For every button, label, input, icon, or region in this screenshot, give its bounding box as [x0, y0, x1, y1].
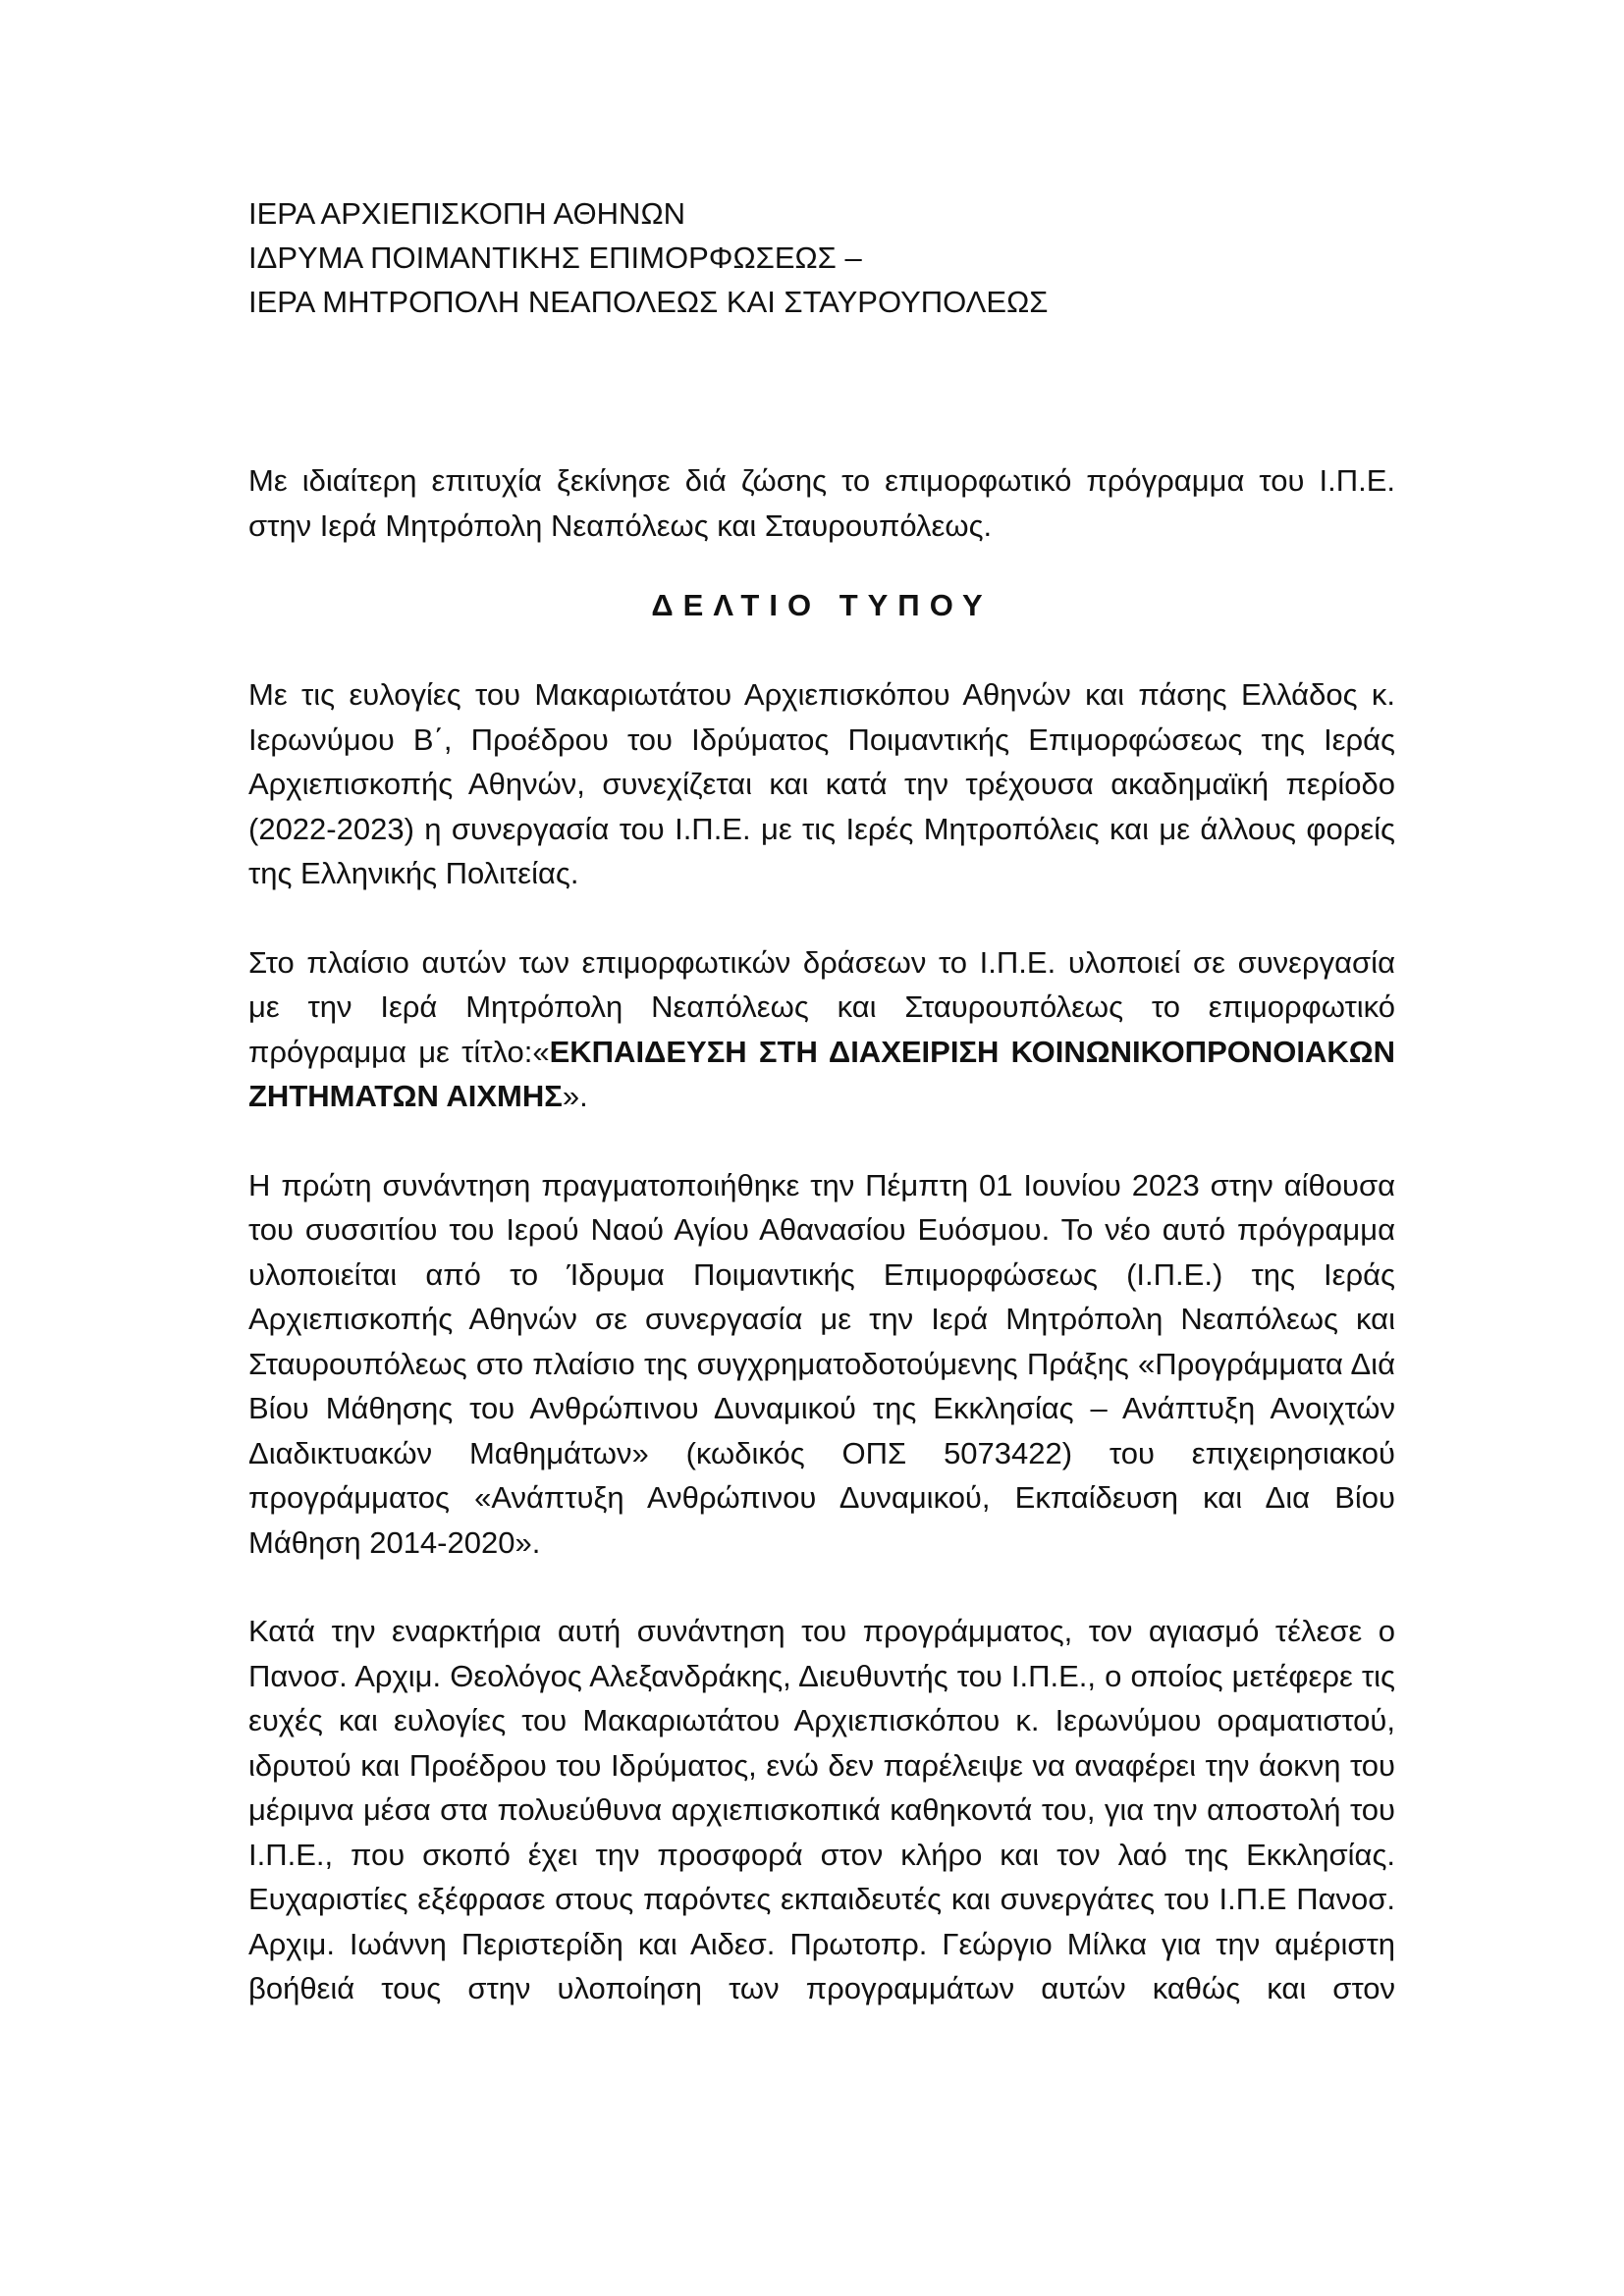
letterhead-line-foundation: ΙΔΡΥΜΑ ΠΟΙΜΑΝΤΙΚΗΣ ΕΠΙΜΟΡΦΩΣΕΩΣ –	[248, 240, 862, 275]
letterhead-line-archdiocese: ΙΕΡΑ ΑΡΧΙΕΠΙΣΚΟΠΗ ΑΘΗΝΩΝ	[248, 196, 686, 231]
paragraph-blessings: Με τις ευλογίες του Μακαριωτάτου Αρχιεπισκόπου Αθηνών και πάσης Ελλάδος κ. Ιερωνύμου Β΄, Προέδρου του Ιδρύματος Ποιμαντικής Επιμορφώσεως της Ιεράς Αρχιεπισκοπής Αθηνών, συνεχίζεται και κατά την τρέχουσα ακαδημαϊκή περίοδο (2022-2023) η συνεργασία του Ι.Π.Ε. με τις Ιερές Μητροπόλεις και με άλλους φορείς της Ελληνικής Πολιτείας.	[248, 677, 1395, 890]
letterhead-line-metropolis: ΙΕΡΑ ΜΗΤΡΟΠΟΛΗ ΝΕΑΠΟΛΕΩΣ ΚΑΙ ΣΤΑΥΡΟΥΠΟΛΕΩΣ	[248, 285, 1049, 319]
paragraph-first-meeting: Η πρώτη συνάντηση πραγματοποιήθηκε την Πέμπτη 01 Ιουνίου 2023 στην αίθουσα του συσσιτίου του Ιερού Ναού Αγίου Αθανασίου Ευόσμου. Το νέο αυτό πρόγραμμα υλοποιείται από το Ίδρυμα Ποιμαντικής Επιμορφώσεως (Ι.Π.Ε.) της Ιεράς Αρχιεπισκοπής Αθηνών σε συνεργασία με την Ιερά Μητρόπολη Νεαπόλεως και Σταυρουπόλεως στο πλαίσιο της συγχρηματοδοτούμενης Πράξης «Προγράμματα Διά Βίου Μάθησης του Ανθρώπινου Δυναμικού της Εκκλησίας – Ανάπτυξη Ανοιχτών Διαδικτυακών Μαθημάτων» (κωδικός ΟΠΣ 5073422) του επιχειρησιακού προγράμματος «Ανάπτυξη Ανθρώπινου Δυναμικού, Εκπαίδευση και Δια Βίου Μάθηση 2014-2020».	[248, 1167, 1395, 1560]
paragraph-opening-ceremony: Κατά την εναρκτήρια αυτή συνάντηση του προγράμματος, τον αγιασμό τέλεσε ο Πανοσ. Αρχιμ. Θεολόγος Αλεξανδράκης, Διευθυντής του Ι.Π.Ε., ο οποίος μετέφερε τις ευχές και ευλογίες του Μακαριωτάτου Αρχιεπισκόπου κ. Ιερωνύμου οραματιστού, ιδρυτού και Προέδρου του Ιδρύματος, ενώ δεν παρέλειψε να αναφέρει την άοκνη του μέριμνα μέσα στα πολυεύθυνα αρχιεπισκοπικά καθηκοντά του, για την αποστολή του Ι.Π.Ε., που σκοπό έχει την προσφορά στον κλήρο και τον λαό της Εκκλησίας. Ευχαριστίες εξέφρασε στους παρόντες εκπαιδευτές και συνεργάτες του Ι.Π.Ε Πανοσ. Αρχιμ. Ιωάννη Περιστερίδη και Αιδεσ. Πρωτοπρ. Γεώργιο Μίλκα για την αμέριστη βοήθειά τους στην υλοποίηση των προγραμμάτων αυτών καθώς και στον	[248, 1614, 1395, 2005]
program-title-bold: ΕΚΠΑΙΔΕΥΣΗ ΣΤΗ ΔΙΑΧΕΙΡΙΣΗ ΚΟΙΝΩΝΙΚΟΠΡΟΝΟΙΑΚΩΝ ΖΗΤΗΜΑΤΩΝ ΑΙΧΜΗΣ	[248, 1034, 1395, 1113]
program-closing-quote: ».	[562, 1079, 588, 1113]
paragraph-program-title	[248, 940, 1395, 1119]
document-title: ΔΕΛΤΙΟ ΤΥΠΟΥ	[651, 588, 993, 622]
document-page	[248, 191, 1395, 2011]
letterhead	[248, 191, 1395, 324]
lead-paragraph: Με ιδιαίτερη επιτυχία ξεκίνησε διά ζώσης το επιμορφωτικό πρόγραμμα του Ι.Π.Ε. στην Ιερά Μητρόπολη Νεαπόλεως και Σταυρουπόλεως.	[248, 463, 1395, 543]
program-intro-text: Στο πλαίσιο αυτών των επιμορφωτικών δράσεων το Ι.Π.Ε. υλοποιεί σε συνεργασία με την Ιερά Μητρόπολη Νεαπόλεως και Σταυρουπόλεως το επιμορφωτικό πρόγραμμα με τίτλο:«	[248, 944, 1395, 1069]
